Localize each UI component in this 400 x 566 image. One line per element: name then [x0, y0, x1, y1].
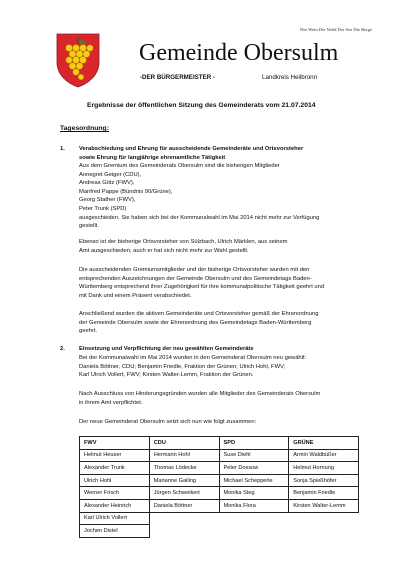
- table-cell: Alexander Trunk: [80, 462, 150, 475]
- table-row: [80, 512, 359, 525]
- text-line: der Gemeinde Obersulm sowie der Ehrenordnung des Gemeindetags Baden-Württemberg: [79, 319, 312, 326]
- text-line: Der neue Gemeinderat Obersulm setzt sich nun wie folgt zusammen:: [79, 419, 257, 425]
- table-cell: Jochen Distel: [80, 525, 150, 538]
- text-line: Die ausscheidenden Gremiumsmitglieder und der bisherige Ortsvorsteher wurden mit den: [79, 267, 310, 273]
- table-cell: Suse Diehl: [219, 449, 289, 462]
- table-row: [80, 474, 359, 487]
- table-cell: Sonja Spießhöfer: [289, 474, 359, 487]
- text-line: geehrt.: [79, 328, 98, 335]
- table-cell: Jürgen Schweikert: [149, 487, 219, 500]
- table-cell: Werner Frisch: [80, 487, 150, 500]
- table-cell-empty: [219, 512, 289, 525]
- table-cell-empty: [149, 525, 219, 538]
- agenda-label: Tagesordnung:: [60, 125, 109, 132]
- text-line: Annegret Geiger (CDU),: [79, 171, 142, 178]
- text-line: Georg Stather (FWV),: [79, 197, 136, 204]
- header-subtitle-mayor: -DER BÜRGERMEISTER -: [140, 74, 215, 81]
- column-header-fwv: FWV: [80, 437, 150, 450]
- table-header-row: [80, 437, 359, 450]
- section-2-paragraph-composition: [79, 418, 359, 427]
- table-cell: Monika Steg: [219, 487, 289, 500]
- table-row: [80, 499, 359, 512]
- table-cell-empty: [149, 512, 219, 525]
- table-cell: Kirsten Walter-Lemm: [289, 499, 359, 512]
- table-cell: Daniela Böttner: [149, 499, 219, 512]
- text-line: Anschließend wurden die aktiven Gemeinderäte und Ortsvorsteher gemäß der Ehrenordnung: [79, 311, 319, 317]
- section-1-paragraph-members: [79, 162, 359, 231]
- text-line: Peter Trunk (SPD): [79, 205, 127, 212]
- table-cell: Thomas Lödecke: [149, 462, 219, 475]
- coat-of-arms-icon: [55, 32, 101, 88]
- section-1-number: 1.: [60, 146, 65, 152]
- section-1-title-line: sowie Ehrung für langjährige ehrenamtliche Tätigkeit: [79, 154, 226, 161]
- table-cell: Marianne Gailing: [149, 474, 219, 487]
- section-1-paragraph-active-honors: [79, 310, 359, 336]
- table-cell: Armin Waldbüßer: [289, 449, 359, 462]
- section-1-title-line: Verabschiedung und Ehrung für ausscheidende Gemeinderäte und Ortsvorsteher: [79, 146, 304, 152]
- section-1-paragraph-honors: [79, 266, 359, 300]
- column-header-gruene: GRÜNE: [289, 437, 359, 450]
- section-2-paragraph-oath: [79, 390, 359, 407]
- table-cell: Alexander Heinrich: [80, 499, 150, 512]
- text-line: gestellt.: [79, 223, 99, 230]
- table-cell: Helmut Hornung: [289, 462, 359, 475]
- table-cell-empty: [219, 525, 289, 538]
- text-line: ausgeschieden. Sie haben sich bei der Kommunalwahl im Mai 2014 nicht mehr zur Verfügung: [79, 214, 320, 221]
- document-heading: Ergebnisse der öffentlichen Sitzung des Gemeinderats vom 21.07.2014: [87, 102, 316, 109]
- text-line: in ihrem Amt verpflichtet.: [79, 399, 143, 406]
- column-header-cdu: CDU: [149, 437, 219, 450]
- table-row: [80, 462, 359, 475]
- section-2-paragraph-newly-elected: [79, 354, 359, 380]
- text-line: Manfred Pappe (Bündnis 90/Grüne),: [79, 188, 173, 195]
- table-cell: Karl Ulrich Vollert: [80, 512, 150, 525]
- header-subtitle-district: Landkreis Heilbronn: [262, 74, 318, 81]
- text-line: Ebenso ist der bisherige Ortsvorsteher von Sülzbach, Ulrich Märklen, aus seinem: [79, 239, 288, 245]
- section-2-number: 2.: [60, 346, 65, 352]
- section-1-paragraph-ortsvorsteher: [79, 238, 359, 255]
- text-line: Aus dem Gremium des Gemeinderats Obersulm sind die bisherigen Mitglieder: [79, 163, 280, 169]
- table-cell-empty: [289, 512, 359, 525]
- table-cell: Peter Dossow: [219, 462, 289, 475]
- table-cell: Michael Schepperle: [219, 474, 289, 487]
- text-line: Württemberg entsprechend ihrer Zugehörigkeit für ihre kommunalpolitische Tätigkeit geehrt und: [79, 284, 325, 291]
- text-line: Amt ausgeschieden, auch er hat sich nicht mehr zur Wahl gestellt.: [79, 247, 249, 254]
- text-line: Nach Ausschluss von Hinderungsgründen wurden alle Mitglieder des Gemeinderats Obersulm: [79, 391, 321, 397]
- table-cell: Hermann Hohl: [149, 449, 219, 462]
- section-1-title: [79, 145, 303, 162]
- table-cell: Monika Flora: [219, 499, 289, 512]
- table-cell: Ulrich Hohl: [80, 474, 150, 487]
- text-line: Karl Ulrich Vollert, FWV; Kirsten Walter-Lemm, Fraktion der Grünen.: [79, 372, 254, 379]
- text-line: Bei der Kommunalwahl im Mai 2014 wurden in den Gemeinderat Obersulm neu gewählt:: [79, 355, 307, 361]
- table-row: [80, 525, 359, 538]
- table-row: [80, 487, 359, 500]
- table-cell: Benjamin Friedle: [289, 487, 359, 500]
- table-cell: Helmut Heuser: [80, 449, 150, 462]
- council-members-table: [79, 436, 359, 538]
- section-2-title: Einsetzung und Verpflichtung der neu gewählten Gemeinderäte: [79, 346, 254, 352]
- header-motto: Der Wein Der Wald Der See Die Berge: [300, 27, 372, 32]
- text-line: entsprechenden Auszeichnungen der Gemeinde Obersulm und des Gemeindetags Baden-: [79, 275, 312, 282]
- table-cell-empty: [289, 525, 359, 538]
- text-line: Daniela Böttner, CDU; Benjamin Friedle, Fraktion der Grünen; Ulrich Hohl, FWV;: [79, 363, 286, 370]
- text-line: mit Dank und einem Präsent verabschiedet.: [79, 292, 192, 299]
- text-line: Andreas Götz (FWV),: [79, 180, 135, 187]
- table-row: [80, 449, 359, 462]
- column-header-spd: SPD: [219, 437, 289, 450]
- page-title: Gemeinde Obersulm: [139, 40, 339, 66]
